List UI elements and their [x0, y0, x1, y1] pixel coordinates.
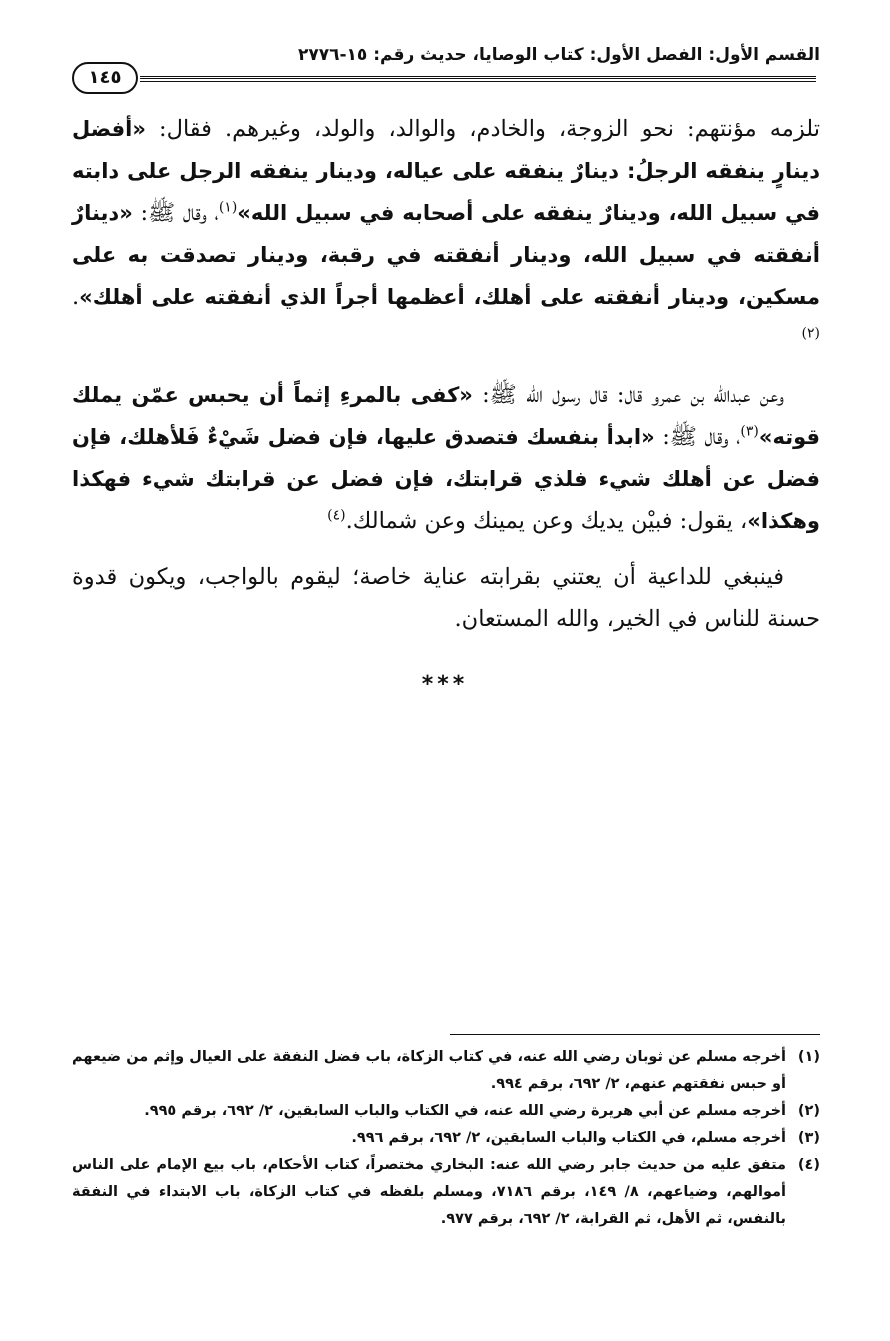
hadith-quote-2: «دينارٌ أنفقته في سبيل الله، ودينار أنفقته في رقبة، ودينار تصدقت به على مسكين، ودينار أنفقته على أهلك، أعظمها أجراً الذي أنفقته على أهلك»	[72, 201, 820, 309]
hadith-quote-1: «أفضل دينارٍ ينفقه الرجلُ: دينارٌ ينفقه على عياله، ودينار ينفقه الرجل على دابته في سبيل الله، ودينارٌ ينفقه على أصحابه في سبيل الله»	[72, 117, 820, 225]
section-separator: ***	[421, 672, 469, 697]
footnote-ref-1: (١)	[218, 199, 238, 216]
hadith-quote-4: «ابدأ بنفسك فتصدق عليها، فإن فضل شَيْءٌ فَلأهلك، فإن فضل عن أهلك شيء فلذي قرابتك، فإن فضل عن قرابتك شيء فهكذا وهكذا»	[72, 425, 820, 533]
paragraph-2-end: ، يقول: فبيْن يديك وعن يمينك وعن شمالك.	[345, 508, 748, 534]
paragraph-1-end: .	[72, 284, 80, 310]
footnotes	[72, 1044, 820, 1233]
paragraph-3: فينبغي للداعية أن يعتني بقرابته عناية خاصة؛ ليقوم بالواجب، ويكون قدوة حسنة للناس في الخير، والله المستعان.	[72, 564, 820, 632]
footnote-3	[72, 1125, 820, 1152]
footnote-1	[72, 1044, 820, 1098]
running-header-title: القسم الأول: الفصل الأول: كتاب الوصايا، حديث رقم: ١٥-٢٧٧٦	[297, 45, 820, 65]
footnote-ref-3: (٣)	[740, 423, 759, 440]
footnote-text: متفق عليه من حديث جابر رضي الله عنه: البخاري مختصراً، كتاب الأحكام، باب بيع الإمام على الناس أموالهم، وضياعهم، ٨/ ١٤٩، برقم ٧١٨٦، ومسلم بلفظه في كتاب الزكاة، باب الابتداء في النفقة بالنفس، ثم الأهل، ثم القرابة، ٢/ ٦٩٢، برقم ٩٧٧.	[72, 1157, 787, 1227]
main-text	[72, 108, 820, 654]
paragraph-2-middle: ، وقال ﷺ:	[662, 424, 741, 450]
paragraph-2	[72, 374, 820, 542]
footnote-rule	[450, 1034, 820, 1035]
paragraph-1-middle: ، وقال ﷺ:	[140, 200, 219, 226]
footnote-4	[72, 1152, 820, 1233]
paragraph-2-intro: وعن عبدالله بن عمرو قال: قال رسول الله ﷺ:	[482, 382, 784, 408]
page-number: ١٤٥	[72, 62, 138, 94]
footnote-2	[72, 1098, 820, 1125]
paragraph-1-intro: تلزمه مؤنتهم: نحو الزوجة، والخادم، والوالد، والولد، وغيرهم. فقال:	[159, 116, 820, 142]
footnote-number: (٣)	[797, 1130, 820, 1146]
hadith-quote-3: «كفى بالمرءِ إثماً أن يحبس عمّن يملك قوته»	[72, 383, 820, 449]
footnote-text: أخرجه مسلم، في الكتاب والباب السابقين، ٢/ ٦٩٢، برقم ٩٩٦.	[351, 1130, 786, 1146]
footnote-text: أخرجه مسلم عن ثوبان رضي الله عنه، في كتاب الزكاة، باب فضل النفقة على العيال وإثم من ضيعهم أو حبس نفقتهم عنهم، ٢/ ٦٩٢، برقم ٩٩٤.	[72, 1049, 786, 1092]
footnote-number: (٢)	[797, 1103, 820, 1119]
footnote-number: (١)	[797, 1049, 820, 1065]
footnote-ref-4: (٤)	[327, 507, 346, 524]
footnote-text: أخرجه مسلم عن أبي هريرة رضي الله عنه، في الكتاب والباب السابقين، ٢/ ٦٩٢، برقم ٩٩٥.	[144, 1103, 786, 1119]
paragraph-1	[72, 108, 820, 360]
footnote-number: (٤)	[797, 1157, 820, 1173]
footnote-ref-2: (٢)	[801, 325, 820, 342]
header-rule	[140, 76, 816, 82]
